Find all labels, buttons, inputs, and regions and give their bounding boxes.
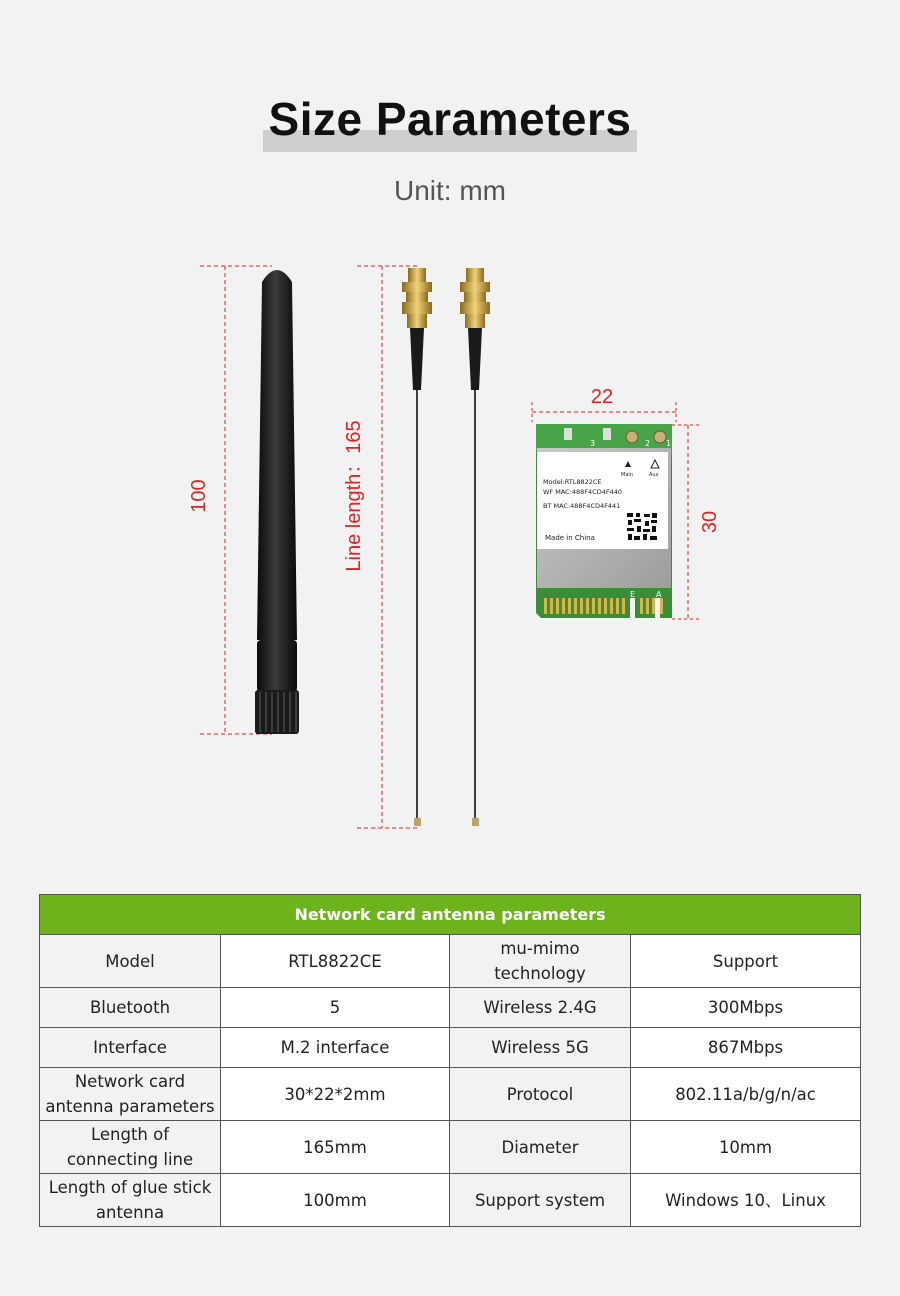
param-name: Diameter [450, 1121, 631, 1174]
param-value: 10mm [631, 1121, 861, 1174]
key-a-label: A [656, 590, 662, 599]
key-e-label: E [630, 590, 636, 599]
param-name: Wireless 5G [450, 1028, 631, 1068]
table-row [40, 1068, 861, 1121]
param-value: Windows 10、Linux [631, 1174, 861, 1227]
card-model-text: Model:RTL8822CE [543, 478, 602, 486]
param-name: Model [40, 935, 221, 988]
table-row [40, 1121, 861, 1174]
param-name: Wireless 2.4G [450, 988, 631, 1028]
m2-network-card [536, 424, 672, 620]
param-name: Protocol [450, 1068, 631, 1121]
pin3-label: 3 [590, 439, 596, 448]
param-value: M.2 interface [221, 1028, 450, 1068]
param-name: Interface [40, 1028, 221, 1068]
param-value: RTL8822CE [221, 935, 450, 988]
card-height-label: 30 [699, 510, 721, 534]
card-wf-mac-text: WF MAC:488F4CD4F440 [543, 488, 623, 496]
pigtail-cable-right [460, 268, 490, 826]
table-header: Network card antenna parameters [40, 895, 861, 935]
card-bt-mac-text: BT MAC:488F4CD4F441 [543, 502, 621, 510]
line-length-label: Line length：165 [343, 420, 365, 572]
table-row [40, 1174, 861, 1227]
param-name: Length of connecting line [40, 1121, 221, 1174]
param-name: mu-mimo technology [450, 935, 631, 988]
param-name: Bluetooth [40, 988, 221, 1028]
pin2-label: 2 [645, 439, 651, 448]
param-value: 5 [221, 988, 450, 1028]
unit-label: Unit: mm [394, 175, 506, 206]
parameters-table [39, 894, 861, 1227]
table-row [40, 988, 861, 1028]
param-value: 300Mbps [631, 988, 861, 1028]
qr-code [626, 512, 658, 542]
card-width-label: 22 [590, 386, 614, 408]
param-value: Support [631, 935, 861, 988]
param-value: 867Mbps [631, 1028, 861, 1068]
pin1-label: 1 [666, 439, 672, 448]
glue-stick-antenna [255, 270, 299, 734]
antenna-height-label: 100 [188, 479, 210, 513]
param-name: Network card antenna parameters [40, 1068, 221, 1121]
param-value: 30*22*2mm [221, 1068, 450, 1121]
line-length-dimension [343, 266, 420, 828]
product-figure [0, 250, 900, 850]
card-origin-text: Made in China [545, 534, 595, 542]
param-name: Support system [450, 1174, 631, 1227]
param-value: 165mm [221, 1121, 450, 1174]
param-name: Length of glue stick antenna [40, 1174, 221, 1227]
param-value: 100mm [221, 1174, 450, 1227]
aux-label: Aux [649, 472, 659, 478]
table-header-row [40, 895, 861, 935]
pigtail-cable-left [402, 268, 432, 826]
table-row [40, 1028, 861, 1068]
page-title: Size Parameters [268, 93, 632, 145]
title-wrap [0, 92, 900, 146]
table-row [40, 935, 861, 988]
param-value: 802.11a/b/g/n/ac [631, 1068, 861, 1121]
main-label: Main [621, 472, 633, 478]
